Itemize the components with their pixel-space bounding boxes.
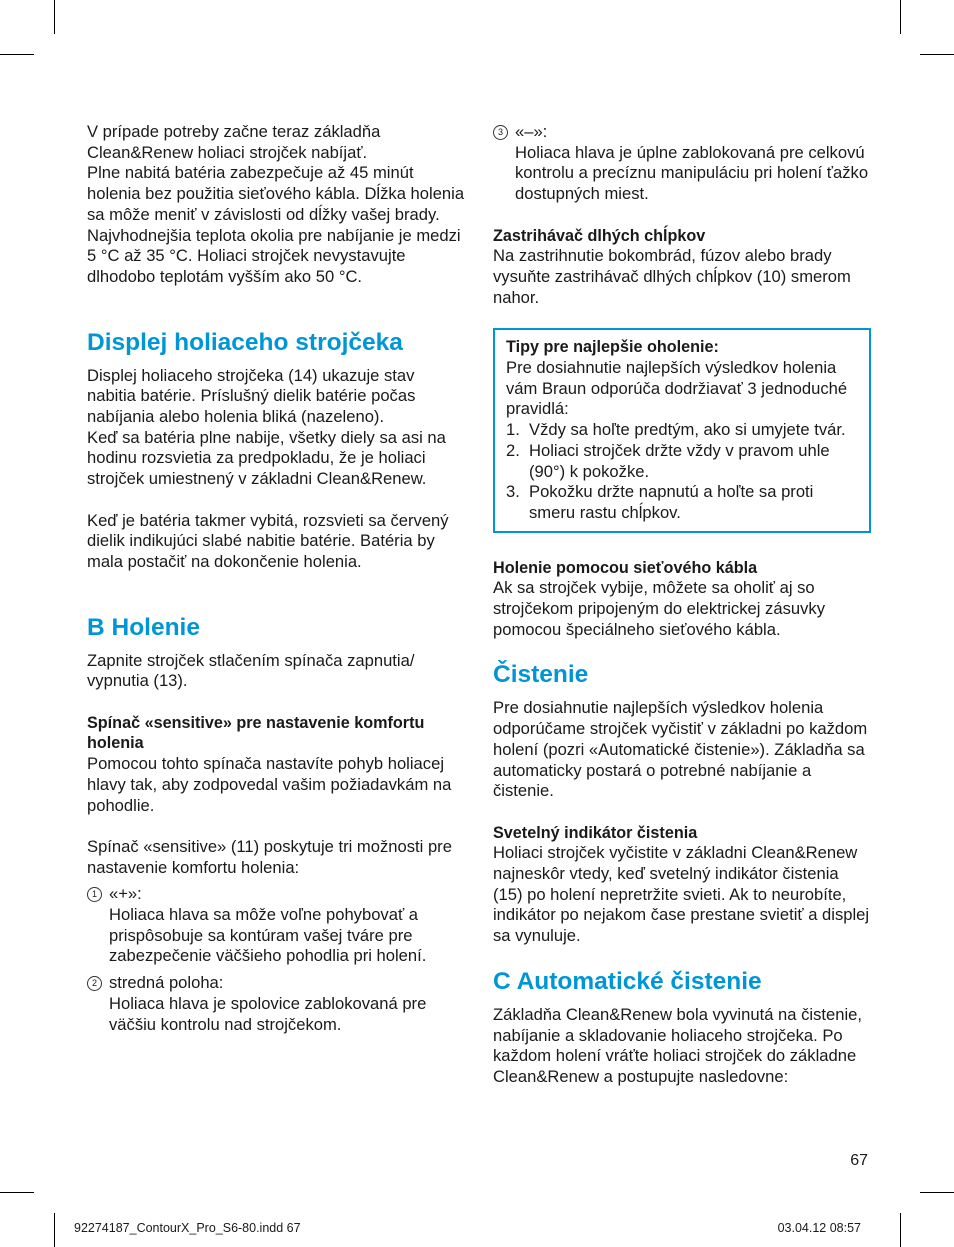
crop-mark: [54, 0, 55, 34]
display-paragraph: Keď je batéria takmer vybitá, rozsvieti sa červený dielik indikujúci slabé nabitie batérie. Batéria by mala postačiť na dokončenie holenia.: [87, 510, 449, 571]
left-column: [87, 122, 465, 1035]
tips-list: [506, 420, 859, 524]
right-column: [493, 122, 871, 1088]
circled-number: 2: [87, 976, 102, 991]
shaving-heading: B Holenie: [87, 613, 200, 641]
tips-intro: Pre dosiahnutie najlepších výsledkov holenia vám Braun odporúča dodržiavať 3 jednoduché pravidlá:: [506, 358, 848, 419]
tips-box: [493, 328, 871, 532]
sensitive-paragraph: Spínač «sensitive» (11) poskytuje tri možnosti pre nastavenie komfortu holenia:: [87, 836, 452, 877]
circled-number: 3: [493, 125, 508, 140]
option-text: Holiaca hlava sa môže voľne pohybovať a prispôsobuje sa kontúram vašej tváre pre zabezpečenie väčšieho pohodlia pri holení.: [109, 905, 427, 966]
crop-mark: [920, 54, 954, 55]
trimmer-paragraph: Na zastrihnutie bokombrád, fúzov alebo brady vysuňte zastrihávač dlhých chĺpkov (10) smerom nahor.: [493, 246, 851, 307]
auto-cleaning-heading: C Automatické čistenie: [493, 967, 762, 995]
sensitive-heading: Spínač «sensitive» pre nastavenie komfortu holenia: [87, 713, 425, 753]
display-paragraph: Displej holiaceho strojčeka (14) ukazuje stav nabitia batérie. Príslušný dielik batérie počas nabíjania alebo holenia bliká (nazeleno).: [87, 365, 416, 427]
option-text: Holiaca hlava je úplne zablokovaná pre celkovú kontrolu a precíznu manipuláciu pri holení ťažko dostupných miest.: [515, 142, 869, 204]
trimmer-heading: Zastrihávač dlhých chĺpkov: [493, 226, 706, 245]
footer-file: 92274187_ContourX_Pro_S6-80.indd 67: [74, 1221, 301, 1235]
page-number: 67: [850, 1152, 868, 1169]
tips-item-number: 3.: [506, 482, 520, 502]
crop-mark: [900, 1213, 901, 1247]
cable-heading: Holenie pomocou sieťového kábla: [493, 558, 758, 577]
tips-heading: Tipy pre najlepšie oholenie:: [506, 338, 719, 357]
tips-list-item: [506, 441, 859, 482]
sensitive-paragraph: Pomocou tohto spínača nastavíte pohyb holiacej hlavy tak, aby zodpovedal vašim požiadavkám na pohodlie.: [87, 754, 452, 815]
crop-mark: [54, 1213, 55, 1247]
circled-number: 1: [87, 887, 102, 902]
option-title: stredná poloha:: [109, 973, 224, 993]
crop-mark: [0, 1192, 34, 1193]
intro-paragraph: Plne nabitá batéria zabezpečuje až 45 minút holenia bez použitia sieťového kábla. Dĺžka holenia sa môže meniť v závislosti od dĺžky vašej brady.: [87, 163, 465, 224]
option-item: [87, 884, 465, 967]
option-title: «–»:: [515, 122, 548, 141]
cleaning-heading: Čistenie: [493, 661, 589, 689]
tips-list-item: [506, 420, 859, 441]
cable-paragraph: Ak sa strojček vybije, môžete sa oholiť aj so strojčekom pripojeným do elektrickej zásuvky pomocou špeciálneho sieťového kábla.: [493, 578, 825, 639]
tips-list-item: [506, 482, 859, 523]
tips-item-number: 1.: [506, 420, 520, 440]
indicator-heading: Svetelný indikátor čistenia: [493, 823, 698, 842]
cleaning-paragraph: Pre dosiahnutie najlepších výsledkov holenia odporúčame strojček vyčistiť v základni po každom holení (pozri «Automatické čistenie»). Základňa sa automaticky postará o potrebné nabíjanie a čistenie.: [493, 698, 868, 801]
shaving-paragraph: Zapnite strojček stlačením spínača zapnutia/ vypnutia (13).: [87, 650, 415, 691]
option-text: Holiaca hlava je spolovice zablokovaná pre väčšiu kontrolu nad strojčekom.: [109, 993, 427, 1034]
option-title: «+»:: [109, 884, 142, 904]
auto-cleaning-paragraph: Základňa Clean&Renew bola vyvinutá na čistenie, nabíjanie a skladovanie holiaceho strojčeka. Po každom holení vráťte holiaci strojček do základne Clean&Renew a postupujte nasledovne:: [493, 1004, 862, 1086]
crop-mark: [900, 0, 901, 34]
tips-item-text: Pokožku držte napnutú a hoľte sa proti smeru rastu chĺpkov.: [529, 482, 814, 522]
display-paragraph: Keď sa batéria plne nabije, všetky diely sa asi na hodinu rozsvietia za predpokladu, že je holiaci strojček umiestnený v základni Clean&Renew.: [87, 427, 446, 489]
tips-item-number: 2.: [506, 440, 520, 460]
tips-item-text: Holiaci strojček držte vždy v pravom uhle (90°) k pokožke.: [529, 440, 830, 481]
indicator-paragraph: Holiaci strojček vyčistite v základni Clean&Renew najneskôr vtedy, keď svetelný indikátor čistenia (15) po holení nepretržite svieti. Ak to neurobíte, indikátor po nejakom čase prestane svietiť a displej sa vynuluje.: [493, 843, 870, 946]
crop-mark: [920, 1192, 954, 1193]
tips-item-text: Vždy sa hoľte predtým, ako si umyjete tvár.: [529, 420, 846, 440]
intro-paragraph: Najvhodnejšia teplota okolia pre nabíjanie je medzi 5 °C až 35 °C. Holiaci strojček nevystavujte dlhodobo teplotám vyšším ako 50 °C.: [87, 225, 461, 286]
option-item: [493, 122, 871, 205]
display-heading: Displej holiaceho strojčeka: [87, 328, 403, 356]
crop-mark: [0, 54, 34, 55]
option-item: [87, 973, 465, 1035]
intro-paragraph: V prípade potreby začne teraz základňa Clean&Renew holiaci strojček nabíjať.: [87, 122, 381, 162]
footer-date: 03.04.12 08:57: [777, 1221, 861, 1235]
